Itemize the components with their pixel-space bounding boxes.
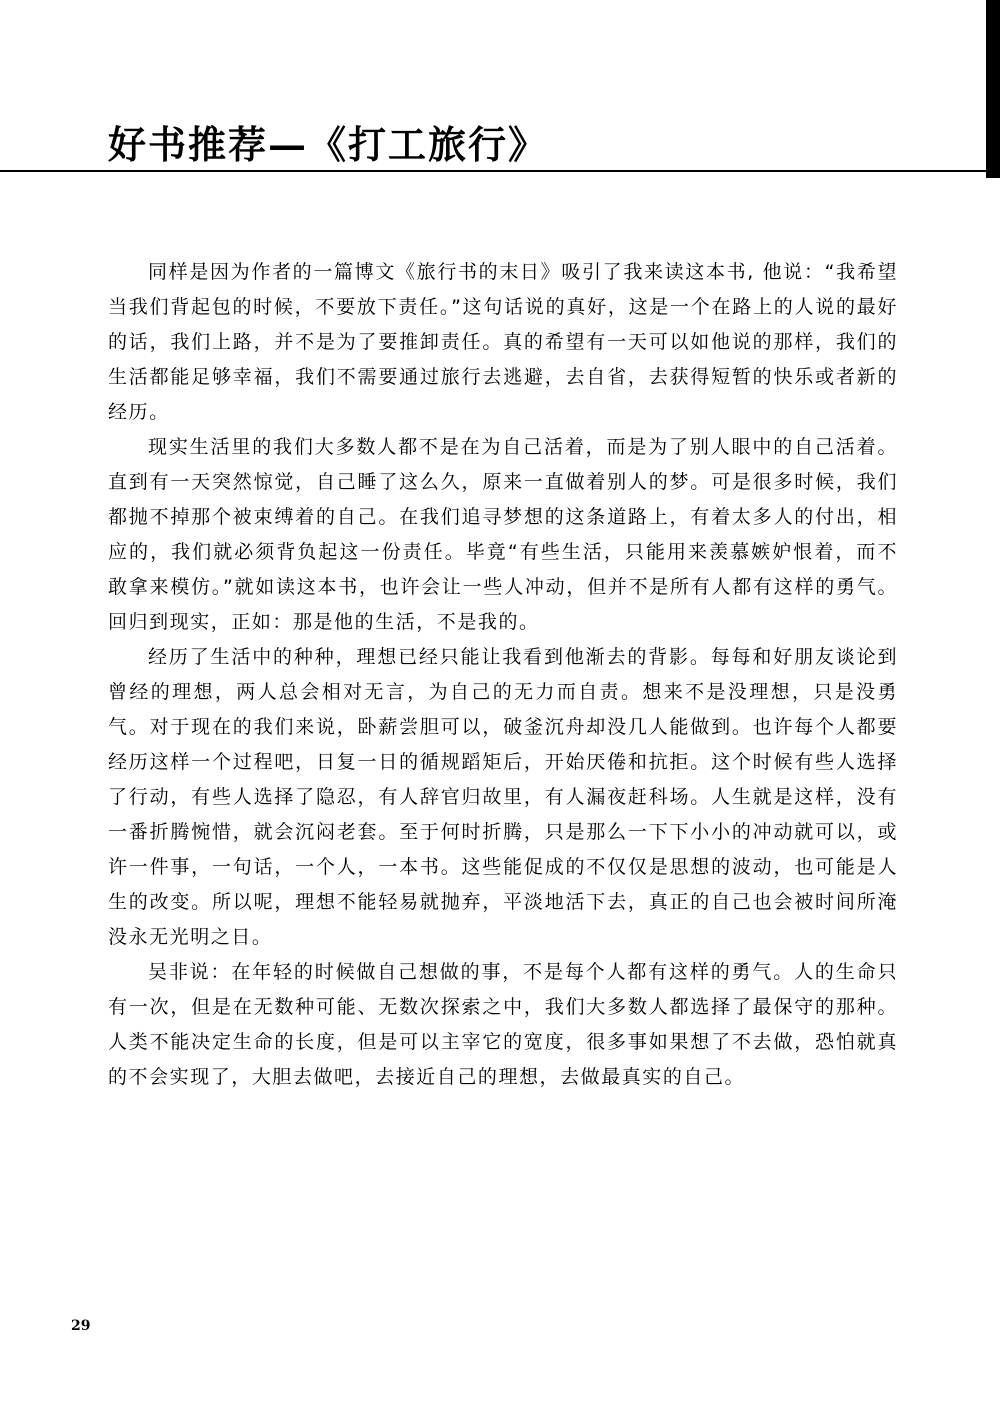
page-title: 好书推荐—《打工旅行》 — [108, 122, 549, 167]
paragraph-4: 吴非说：在年轻的时候做自己想做的事，不是每个人都有这样的勇气。人的生命只有一次，但是在无数种可能、无数次探索之中，我们大多数人都选择了最保守的那种。人类不能决定生命的长度，但是可以主宰它的宽度，很多事如果想了不去做，恐怕就真的不会实现了，大胆去做吧，去接近自己的理想，去做最真实的自己。 — [108, 961, 898, 1088]
paragraph-2: 现实生活里的我们大多数人都不是在为自己活着，而是为了别人眼中的自己活着。直到有一天突然惊觉，自己睡了这么久，原来一直做着别人的梦。可是很多时候，我们都抛不掉那个被束缚着的自己。在我们追寻梦想的这条道路上，有着太多人的付出，相应的，我们就必须背负起这一份责任。毕竟“有些生活，只能用来羡慕嫉妒恨着，而不敢拿来模仿。”就如读这本书，也许会让一些人冲动，但并不是所有人都有这样的勇气。回归到现实，正如：那是他的生活，不是我的。 — [108, 436, 898, 633]
article-body — [108, 255, 898, 1095]
paragraph-1: 同样是因为作者的一篇博文《旅行书的末日》吸引了我来读这本书, 他说：“我希望当我们背起包的时候，不要放下责任。”这句话说的真好，这是一个在路上的人说的最好的话，我们上路，并不是为了要推卸责任。真的希望有一天可以如他说的那样，我们的生活都能足够幸福，我们不需要通过旅行去逃避，去自省，去获得短暂的快乐或者新的经历。 — [108, 261, 898, 423]
page-number: 29 — [71, 1318, 91, 1334]
paragraph-3: 经历了生活中的种种，理想已经只能让我看到他渐去的背影。每每和好朋友谈论到曾经的理想，两人总会相对无言，为自己的无力而自责。想来不是没理想，只是没勇气。对于现在的我们来说，卧薪尝胆可以，破釜沉舟却没几人能做到。也许每个人都要经历这样一个过程吧，日复一日的循规蹈矩后，开始厌倦和抗拒。这个时候有些人选择了行动，有些人选择了隐忍，有人辞官归故里，有人漏夜赶科场。人生就是这样，没有一番折腾惋惜，就会沉闷老套。至于何时折腾，只是那么一下下小小的冲动就可以，或许一件事，一句话，一个人，一本书。这些能促成的不仅仅是思想的波动，也可能是人生的改变。所以呢，理想不能轻易就抛弃，平淡地活下去，真正的自己也会被时间所淹没永无光明之日。 — [108, 646, 898, 948]
header-rule — [0, 170, 1000, 172]
header-side-bar — [986, 0, 1000, 178]
